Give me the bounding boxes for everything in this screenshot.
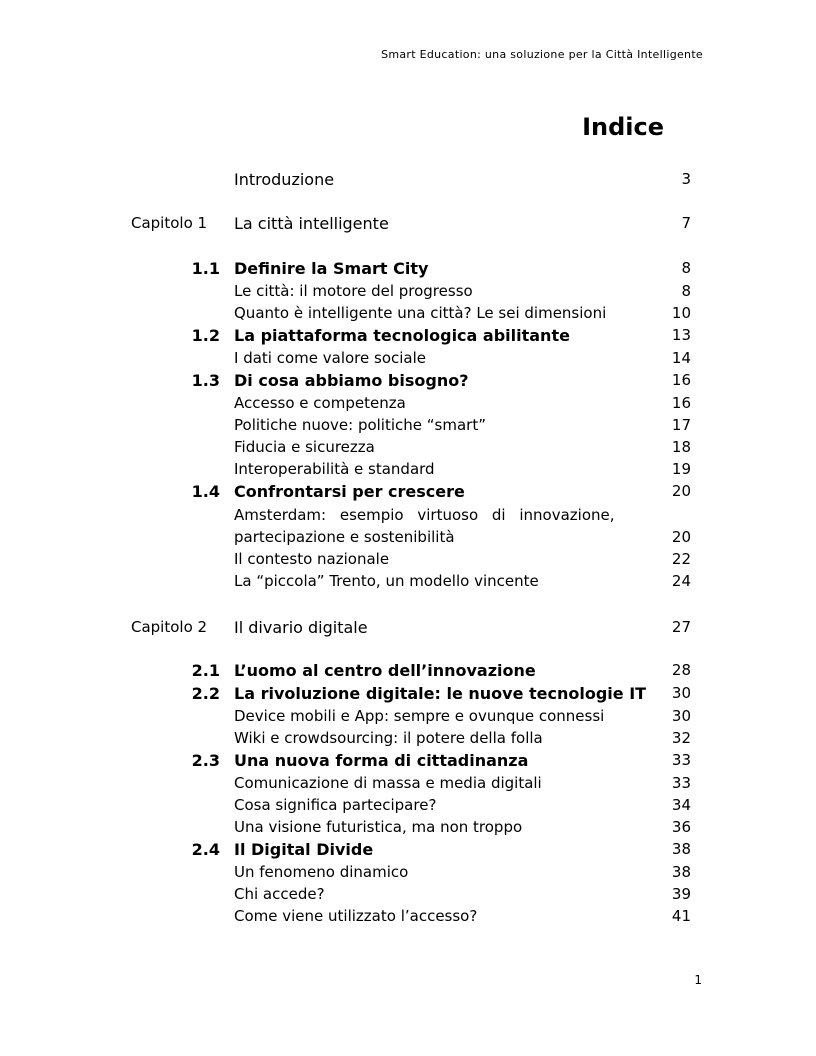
toc-subsection-line1[interactable]	[0, 506, 816, 528]
toc-entry-title: Una visione futuristica, ma non troppo	[234, 818, 523, 836]
toc-entry-title: Interoperabilità e standard	[234, 460, 435, 478]
toc-entry-title: Cosa significa partecipare?	[234, 796, 437, 814]
page-title: Indice	[582, 113, 664, 141]
toc-entry-title: Un fenomeno dinamico	[234, 863, 409, 881]
toc-entry-title: Accesso e competenza	[234, 394, 406, 412]
running-header: Smart Education: una soluzione per la Città Intelligente	[381, 48, 703, 61]
toc-page-number: 16	[671, 371, 691, 389]
toc-page-number: 30	[671, 707, 691, 725]
toc-page-number: 16	[671, 394, 691, 412]
toc-entry-title-continued: partecipazione e sostenibilità	[234, 528, 455, 546]
toc-subsection[interactable]	[0, 774, 816, 796]
toc-entry-title: Il contesto nazionale	[234, 550, 390, 568]
toc-page-number: 27	[671, 618, 691, 636]
toc-entry-title: La “piccola” Trento, un modello vincente	[234, 572, 539, 590]
toc-section[interactable]	[0, 840, 816, 862]
toc-chapter-1[interactable]	[0, 214, 816, 236]
toc-page-number: 32	[671, 729, 691, 747]
toc-entry-title: Quanto è intelligente una città? Le sei dimensioni	[234, 304, 607, 322]
toc-page-number: 19	[671, 460, 691, 478]
section-number: 1.1	[191, 259, 220, 278]
toc-section[interactable]	[0, 259, 816, 281]
toc-subsection[interactable]	[0, 796, 816, 818]
toc-section[interactable]	[0, 371, 816, 393]
toc-entry-title: Il Digital Divide	[234, 840, 374, 859]
toc-subsection[interactable]	[0, 438, 816, 460]
toc-section[interactable]	[0, 482, 816, 504]
toc-section[interactable]	[0, 751, 816, 773]
toc-entry-title: I dati come valore sociale	[234, 349, 426, 367]
toc-page-number: 17	[671, 416, 691, 434]
section-number: 1.3	[191, 371, 220, 390]
toc-entry-title: Chi accede?	[234, 885, 325, 903]
toc-entry-title: Device mobili e App: sempre e ovunque connessi	[234, 707, 605, 725]
toc-page-number: 22	[671, 550, 691, 568]
toc-subsection[interactable]	[0, 460, 816, 482]
section-number: 2.4	[191, 840, 220, 859]
toc-entry-title: Amsterdam: esempio virtuoso di innovazione,	[234, 506, 615, 524]
toc-entry-title: La rivoluzione digitale: le nuove tecnologie IT	[234, 684, 647, 703]
toc-page-number: 20	[671, 528, 691, 546]
toc-page-number: 3	[681, 170, 691, 188]
toc-page-number: 30	[671, 684, 691, 702]
section-number: 2.2	[191, 684, 220, 703]
toc-page-number: 38	[671, 840, 691, 858]
toc-subsection[interactable]	[0, 729, 816, 751]
toc-page-number: 36	[671, 818, 691, 836]
toc-entry-title: Introduzione	[234, 170, 335, 189]
toc-page-number: 7	[681, 214, 691, 232]
toc-entry-title: Politiche nuove: politiche “smart”	[234, 416, 486, 434]
toc-subsection[interactable]	[0, 550, 816, 572]
toc-page-number: 20	[671, 482, 691, 500]
toc-entry-title: Una nuova forma di cittadinanza	[234, 751, 529, 770]
toc-page-number: 14	[671, 349, 691, 367]
toc-page-number: 10	[671, 304, 691, 322]
toc-entry-title: Wiki e crowdsourcing: il potere della folla	[234, 729, 543, 747]
toc-subsection[interactable]	[0, 885, 816, 907]
toc-page-number: 34	[671, 796, 691, 814]
chapter-label: Capitolo 1	[131, 214, 208, 232]
toc-entry-title: Definire la Smart City	[234, 259, 429, 278]
toc-entry-title: Confrontarsi per crescere	[234, 482, 465, 501]
toc-section[interactable]	[0, 661, 816, 683]
toc-subsection[interactable]	[0, 863, 816, 885]
toc-page-number: 18	[671, 438, 691, 456]
section-number: 2.1	[191, 661, 220, 680]
toc-subsection[interactable]	[0, 907, 816, 929]
toc-page-number: 33	[671, 751, 691, 769]
toc-entry-title: La piattaforma tecnologica abilitante	[234, 326, 570, 345]
toc-page-number: 24	[671, 572, 691, 590]
toc-section[interactable]	[0, 684, 816, 706]
section-number: 2.3	[191, 751, 220, 770]
toc-subsection[interactable]	[0, 349, 816, 371]
toc-subsection[interactable]	[0, 394, 816, 416]
toc-entry-intro[interactable]	[0, 170, 816, 192]
toc-chapter-2[interactable]	[0, 618, 816, 640]
toc-subsection[interactable]	[0, 304, 816, 326]
section-number: 1.4	[191, 482, 220, 501]
toc-subsection-line2[interactable]	[0, 528, 816, 550]
toc-subsection[interactable]	[0, 282, 816, 304]
toc-entry-title: Comunicazione di massa e media digitali	[234, 774, 542, 792]
chapter-label: Capitolo 2	[131, 618, 208, 636]
section-number: 1.2	[191, 326, 220, 345]
toc-entry-title: L’uomo al centro dell’innovazione	[234, 661, 536, 680]
toc-entry-title: Di cosa abbiamo bisogno?	[234, 371, 469, 390]
toc-entry-title: Fiducia e sicurezza	[234, 438, 375, 456]
toc-page-number: 38	[671, 863, 691, 881]
toc-subsection[interactable]	[0, 572, 816, 594]
toc-subsection[interactable]	[0, 707, 816, 729]
toc-section[interactable]	[0, 326, 816, 348]
toc-page-number: 13	[671, 326, 691, 344]
toc-entry-title: Il divario digitale	[234, 618, 368, 637]
toc-entry-title: La città intelligente	[234, 214, 389, 233]
toc-entry-title: Le città: il motore del progresso	[234, 282, 473, 300]
toc-entry-title: Come viene utilizzato l’accesso?	[234, 907, 478, 925]
toc-subsection[interactable]	[0, 818, 816, 840]
toc-page-number: 8	[681, 259, 691, 277]
toc-page-number: 28	[671, 661, 691, 679]
toc-subsection[interactable]	[0, 416, 816, 438]
toc-page-number: 8	[681, 282, 691, 300]
page-number: 1	[694, 973, 702, 987]
toc-page-number: 41	[671, 907, 691, 925]
toc-page-number: 33	[671, 774, 691, 792]
toc-page-number: 39	[671, 885, 691, 903]
